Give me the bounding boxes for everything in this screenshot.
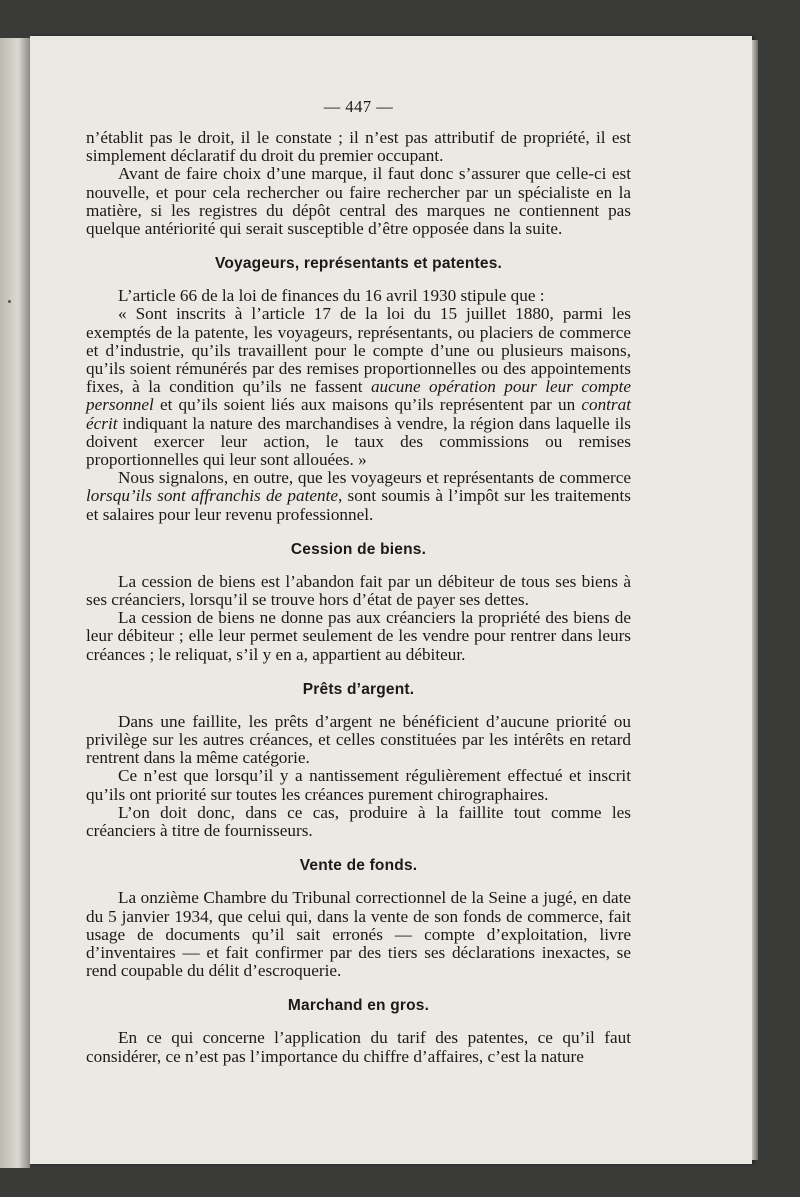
paragraph <box>86 305 631 469</box>
section-heading: Vente de fonds. <box>299 857 418 875</box>
text-run: indiquant la nature des marchandises à vendre, la région dans laquelle ils doivent exercer leur action, le taux des commissions ou remises proportionnelles qui leur sont allouées. » <box>86 413 631 470</box>
text-run: La onzième Chambre du Tribunal correctionnel de la Seine a jugé, en date du 5 janvier 1934, que celui qui, dans la vente de son fonds de commerce, fait usage de documents qu’il sait erronés — compte d’exploitation, livre d’inventaires — et fait confirmer par des tiers ses déclarations inexactes, se rend coupable du délit d’escroquerie. <box>86 888 631 981</box>
paragraph <box>86 165 631 238</box>
section-heading: Voyageurs, représentants et patentes. <box>214 255 503 273</box>
text-run: Avant de faire choix d’une marque, il faut donc s’assurer que celle-ci est nouvelle, et pour cela rechercher ou faire rechercher par un spécialiste en la matière, si les registres du dépôt central des marques ne contiennent pas quelque antériorité qui serait susceptible d’être opposée dans la suite. <box>86 164 631 239</box>
text-run: Ce n’est que lorsqu’il y a nantissement régulièrement effectué et inscrit qu’ils ont priorité sur toutes les créances purement chirographaires. <box>86 766 631 804</box>
page-content <box>86 98 631 1066</box>
italic-text: aucune opération pour leur compte personnel <box>86 377 632 415</box>
paragraph <box>86 1029 631 1065</box>
paragraph <box>86 573 631 609</box>
speck <box>8 300 11 303</box>
text-run: « Sont inscrits à l’article 17 de la loi du 15 juillet 1880, parmi les exemptés de la patente, les voyageurs, représentants, ou placiers de commerce et d’industrie, qu’ils travaillent pour le compte d’une ou plusieurs maisons, qu’ils soient rémunérés par des remises proportionnelles ou des appointements fixes, à la condition qu’ils ne fassent <box>86 304 631 397</box>
paragraph <box>86 767 631 803</box>
section-heading: Prêts d’argent. <box>302 680 415 698</box>
text-run: Nous signalons, en outre, que les voyageurs et représentants de commerce <box>118 468 631 488</box>
text-run: La cession de biens ne donne pas aux créanciers la propriété des biens de leur débiteur ; elle leur permet seulement de les vendre pour rentrer dans leurs créances ; le reliquat, s’il y en a, appartient au débiteur. <box>86 608 631 664</box>
paragraph <box>86 609 631 664</box>
paragraph <box>86 129 631 165</box>
section-heading: Cession de biens. <box>290 540 427 558</box>
text-run: L’on doit donc, dans ce cas, produire à la faillite tout comme les créanciers à titre de fournisseurs. <box>86 802 631 841</box>
text-run: En ce qui concerne l’application du tarif des patentes, ce qu’il faut considérer, ce n’est pas l’importance du chiffre d’affaires, c’est la nature <box>86 1028 631 1066</box>
text-run: La cession de biens est l’abandon fait par un débiteur de tous ses biens à ses créanciers, lorsqu’il se trouve hors d’état de payer ses dettes. <box>86 571 631 610</box>
text-run: Dans une faillite, les prêts d’argent ne bénéficient d’aucune priorité ou privilège sur les autres créances, et celles constituées par les intérêts en retard rentrent dans la même catégorie. <box>86 711 631 768</box>
text-body <box>86 129 631 1066</box>
paragraph <box>86 889 631 980</box>
italic-text: contrat écrit <box>86 395 631 433</box>
text-run: , sont soumis à l’impôt sur les traitements et salaires pour leur revenu professionnel. <box>86 486 631 524</box>
page-stack-edge <box>752 40 758 1160</box>
facing-page-edge <box>0 38 30 1168</box>
italic-text: lorsqu’ils sont affranchis de patente <box>86 486 338 506</box>
text-run: et qu’ils soient liés aux maisons qu’ils représentent par un <box>153 395 582 415</box>
paragraph <box>86 804 631 840</box>
paragraph <box>86 469 631 524</box>
text-run: L’article 66 de la loi de finances du 16 avril 1930 stipule que : <box>118 286 545 306</box>
page-number: — 447 — <box>323 97 394 116</box>
paragraph <box>86 287 631 305</box>
section-heading: Marchand en gros. <box>287 997 430 1015</box>
paragraph <box>86 713 631 768</box>
text-run: n’établit pas le droit, il le constate ; il n’est pas attributif de propriété, il est simplement déclaratif du droit du premier occupant. <box>86 128 631 166</box>
